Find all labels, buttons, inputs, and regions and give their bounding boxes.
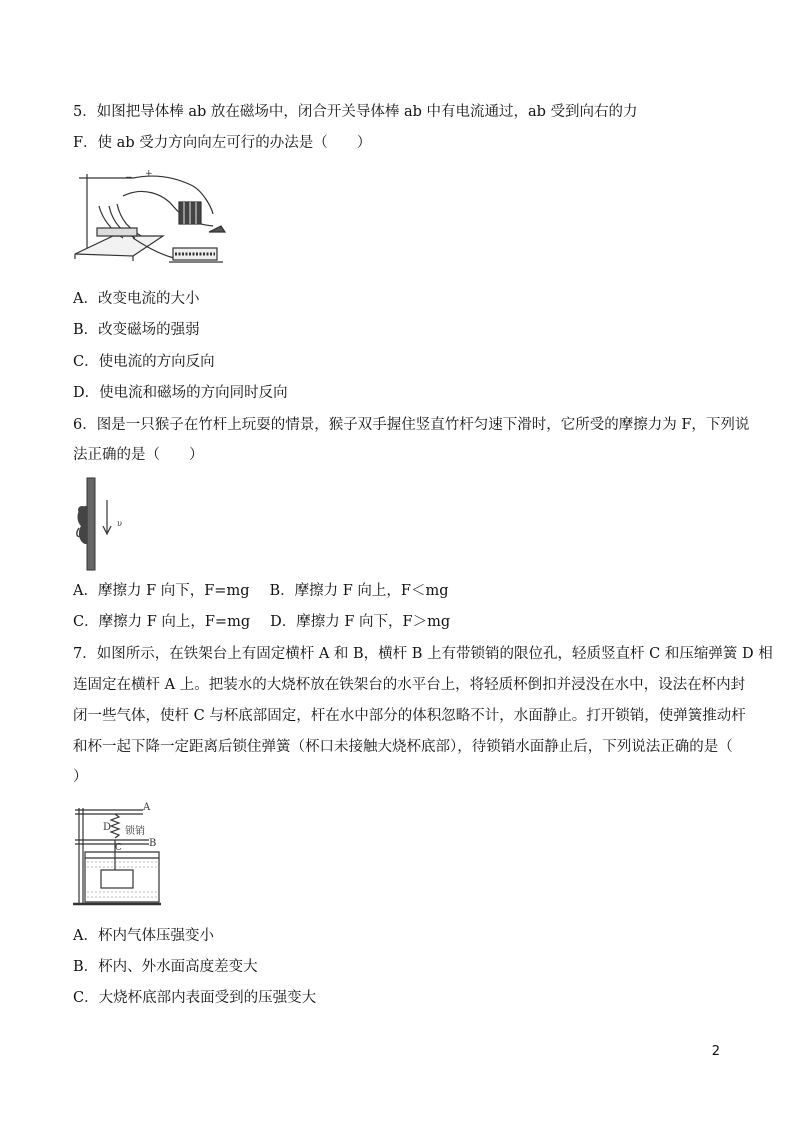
q5-figure <box>73 166 233 276</box>
q7-label-d: D <box>103 822 112 833</box>
q5-option-b: B．改变磁场的强弱 <box>73 322 200 338</box>
q6-option-c: C．摩擦力 F 向上，F=mg <box>73 614 251 630</box>
q5-stem-line1: 5．如图把导体棒 ab 放在磁场中，闭合开关导体棒 ab 中有电流通过，ab 受到向右的力 <box>73 104 638 120</box>
q6-stem-line2: 法正确的是（ ） <box>73 447 204 463</box>
q7-stem-line5: ） <box>73 769 88 785</box>
q7-label-b: B <box>149 838 157 849</box>
q7-option-c: C．大烧杯底部内表面受到的压强变大 <box>73 990 317 1006</box>
q7-option-b: B．杯内、外水面高度差变大 <box>73 959 258 975</box>
q6-stem-line1: 6．图是一只猴子在竹杆上玩耍的情景，猴子双手握住竖直竹杆匀速下滑时，它所受的摩擦力为 F，下列说 <box>73 417 750 433</box>
q6-figure <box>73 476 133 572</box>
q7-label-lock: 锁销 <box>125 826 145 837</box>
q5-minus-label: − <box>125 173 133 183</box>
q6-option-d: D．摩擦力 F 向下，F＞mg <box>270 614 451 630</box>
q7-stem-line3: 闭一些气体，使杆 C 与杯底部固定，杆在水中部分的体积忽略不计，水面静止。打开锁销，使弹簧推动杆 <box>73 708 746 724</box>
q7-label-c: C <box>115 843 122 853</box>
q7-stem-line4: 和杯一起下降一定距离后锁住弹簧（杯口未接触大烧杯底部），待锁销水面静止后，下列说法正确的是（ <box>73 739 733 755</box>
q6-options-row1 <box>73 581 449 601</box>
q7-label-a: A <box>143 802 151 813</box>
q6-velocity-label: υ <box>117 519 122 528</box>
q5-stem-line2: F．使 ab 受力方向向左可行的办法是（ ） <box>73 135 372 151</box>
q6-option-a: A．摩擦力 F 向下，F=mg <box>73 583 250 599</box>
q7-stem-line2: 连固定在横杆 A 上。把装水的大烧杯放在铁架台的水平台上，将轻质杯倒扣并浸没在水中，设法在杯内封 <box>73 677 746 693</box>
q6-options-row2 <box>73 612 450 632</box>
page-number: 2 <box>711 1044 720 1059</box>
q6-option-b: B．摩擦力 F 向上，F＜mg <box>269 583 449 599</box>
q7-stem-line1: 7．如图所示，在铁架台上有固定横杆 A 和 B，横杆 B 上有带锁销的限位孔，轻质竖直杆 C 和压缩弹簧 D 相 <box>73 646 773 662</box>
q5-plus-label: + <box>145 169 153 179</box>
q7-figure <box>71 800 175 914</box>
q5-option-c: C．使电流的方向反向 <box>73 354 215 370</box>
q5-option-d: D．使电流和磁场的方向同时反向 <box>73 385 288 401</box>
q7-option-a: A．杯内气体压强变小 <box>73 928 214 944</box>
q5-option-a: A．改变电流的大小 <box>73 291 200 307</box>
